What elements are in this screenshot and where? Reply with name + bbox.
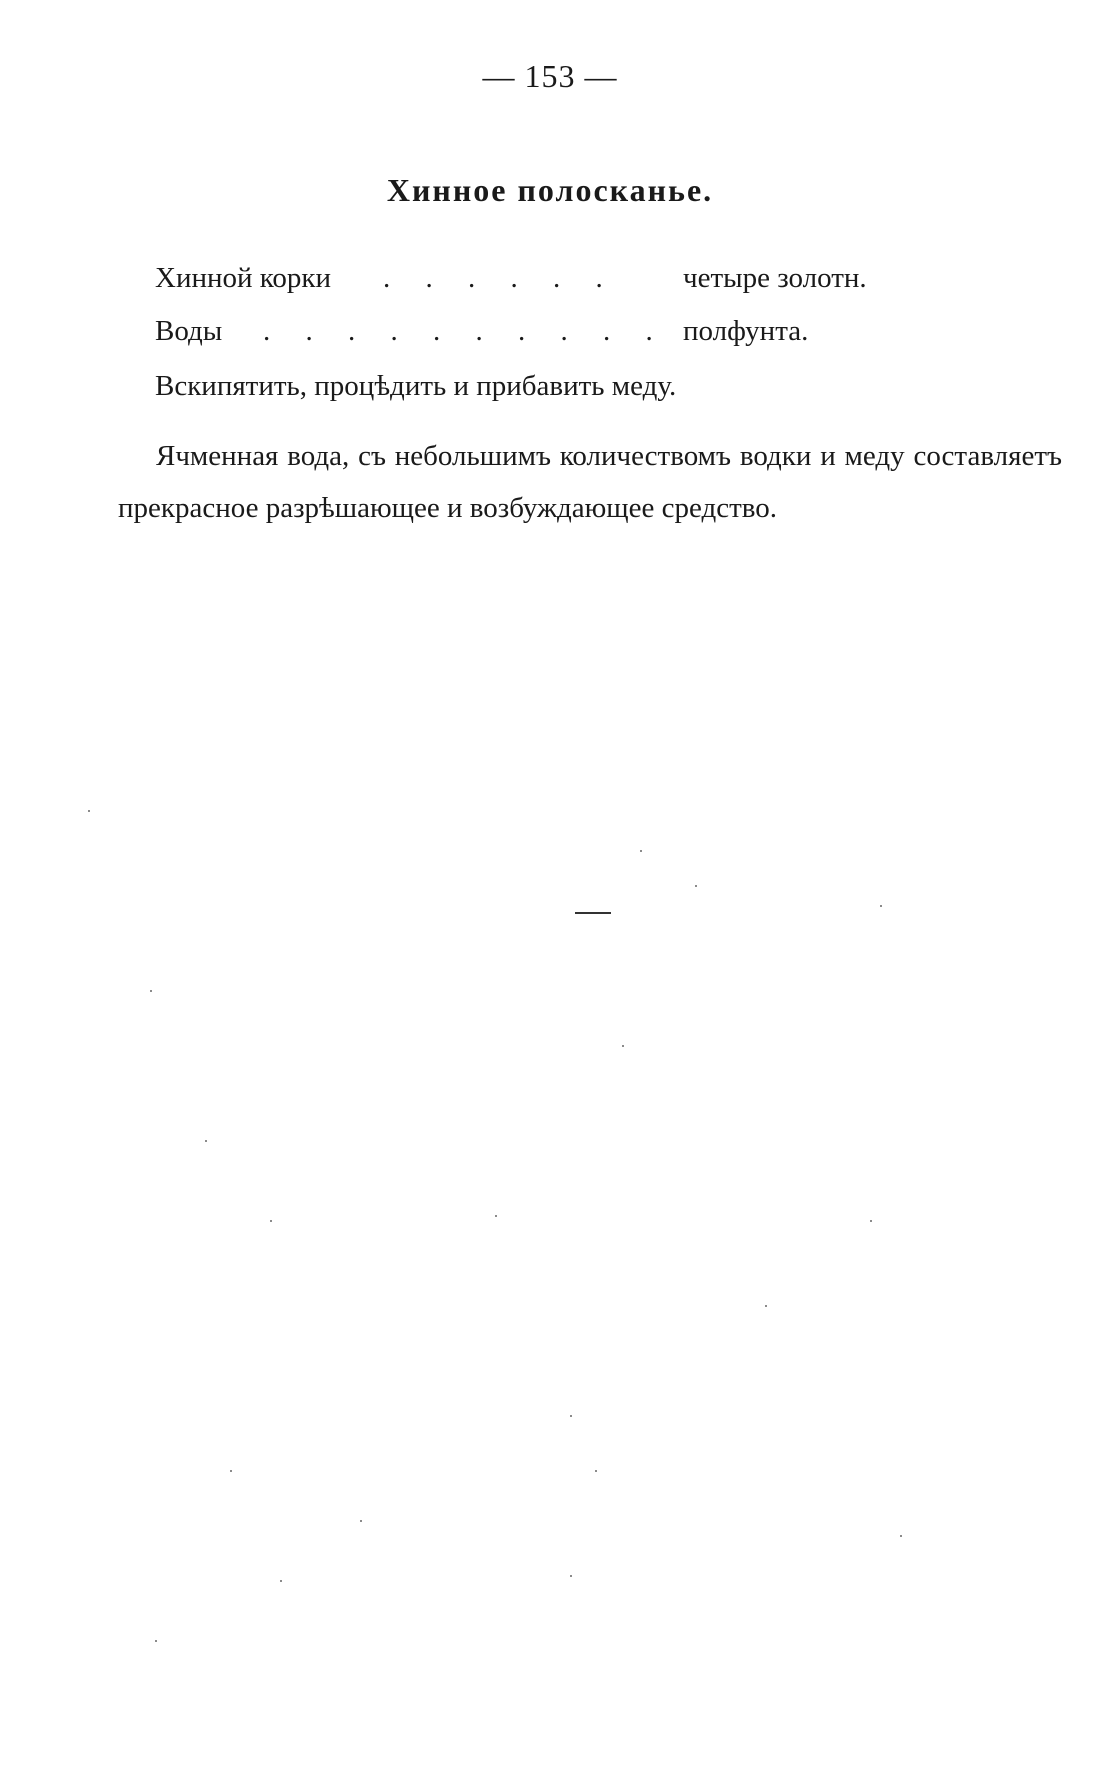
scan-speck xyxy=(280,1580,282,1582)
recipe-line xyxy=(155,262,955,302)
scan-speck xyxy=(88,810,90,812)
ingredient-amount: полфунта. xyxy=(683,315,809,347)
leader-dots: . . . . . . xyxy=(383,262,617,294)
ingredient-amount: четыре золотн. xyxy=(683,262,867,294)
recipe-heading: Хинное полосканье. xyxy=(386,172,714,208)
scan-speck xyxy=(570,1415,572,1417)
ingredient-name: Хинной корки xyxy=(155,262,331,294)
recipe-line xyxy=(155,315,955,355)
scan-speck xyxy=(595,1470,597,1472)
scan-speck xyxy=(695,885,697,887)
scan-speck xyxy=(205,1140,207,1142)
scan-speck xyxy=(155,1640,157,1642)
page-number: — 153 — xyxy=(482,58,618,94)
body-paragraph: Ячменная вода, съ небольшимъ количествомъ водки и меду составляетъ прекрасное разрѣшающее и возбуждающее средство. xyxy=(118,440,1062,524)
divider-rule xyxy=(575,912,611,914)
scan-speck xyxy=(150,990,152,992)
scan-speck xyxy=(495,1215,497,1217)
scan-speck xyxy=(622,1045,624,1047)
scan-speck xyxy=(765,1305,767,1307)
leader-dots: . . . . . . . . . . xyxy=(263,315,667,347)
scan-speck xyxy=(230,1470,232,1472)
scan-speck xyxy=(270,1220,272,1222)
ingredient-name: Воды xyxy=(155,315,223,347)
scan-speck xyxy=(870,1220,872,1222)
scan-speck xyxy=(900,1535,902,1537)
scan-speck xyxy=(570,1575,572,1577)
scan-speck xyxy=(880,905,882,907)
recipe-instruction: Вскипятить, процѣдить и прибавить меду. xyxy=(155,370,677,402)
scan-speck xyxy=(640,850,642,852)
scan-speck xyxy=(360,1520,362,1522)
